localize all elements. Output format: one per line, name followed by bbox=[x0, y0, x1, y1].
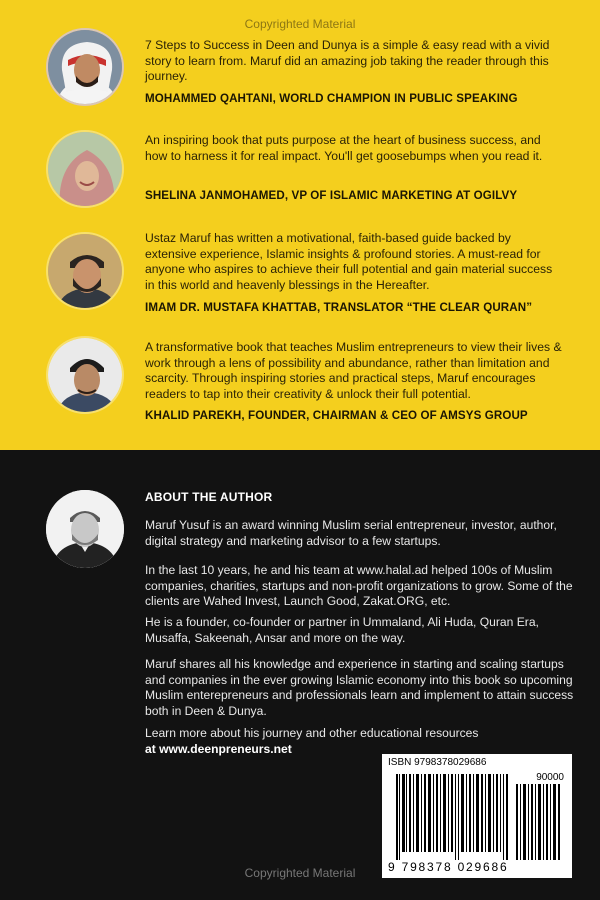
testimonial-quote: A transformative book that teaches Muslim entrepreneurs to view their lives & work through a lens of possibility and abundance, rather than limitation and scarcity. Through inspiring stories and practical steps, Maruf encourages readers to tap into their creativity & unlock their full potential. bbox=[145, 340, 562, 401]
learn-more-line: Learn more about his journey and other educational resources bbox=[145, 726, 479, 740]
isbn-barcode bbox=[382, 754, 572, 878]
testimonial-attribution: MOHAMMED QAHTANI, WORLD CHAMPION IN PUBLIC SPEAKING bbox=[145, 92, 518, 105]
reviewer-photo-qahtani bbox=[46, 28, 124, 106]
isbn-digits: 9 798378 029686 bbox=[388, 860, 509, 874]
author-photo bbox=[46, 490, 124, 568]
about-author-heading: ABOUT THE AUTHOR bbox=[145, 490, 273, 504]
watermark-bottom: Copyrighted Material bbox=[244, 866, 356, 880]
testimonial-quote: 7 Steps to Success in Deen and Dunya is a simple & easy read with a vivid story to learn from. Maruf did an amazing job taking the reader through this journey. bbox=[145, 38, 550, 84]
about-paragraph-4: Maruf shares all his knowledge and experience in starting and scaling startups and companies in the ever growing Islamic economy into this book so upcoming Muslim enterepreneurs and professionals learn and implement to attain success both in Deen & Dunya. bbox=[145, 657, 574, 718]
testimonial-attribution: SHELINA JANMOHAMED, VP OF ISLAMIC MARKETING AT OGILVY bbox=[145, 189, 518, 202]
about-paragraph-2: In the last 10 years, he and his team at www.halal.ad helped 100s of Muslim companies, charities, startups and non-profit organizations to grow. Some of the clients are Wahed Invest, Launch Good, Zakat.ORG, etc. bbox=[145, 563, 573, 608]
price-code: 90000 bbox=[536, 772, 564, 783]
testimonial-quote: An inspiring book that puts purpose at the heart of business success, and how to harness it for real impact. You'll get goosebumps when you read it. bbox=[145, 133, 543, 163]
reviewer-photo-khattab bbox=[46, 232, 124, 310]
website-link[interactable]: www.deenpreneurs.net bbox=[159, 741, 292, 756]
website-prefix: at bbox=[145, 741, 160, 756]
testimonial-quote: Ustaz Maruf has written a motivational, faith-based guide backed by extensive experience, Islamic insights & profound stories. A must-read for anyone who aspires to achieve their full potential and gain material success in this world and heavenly blessings in the Hereafter. bbox=[145, 231, 553, 292]
watermark-top: Copyrighted Material bbox=[244, 17, 356, 31]
testimonial-attribution: IMAM DR. MUSTAFA KHATTAB, TRANSLATOR “THE CLEAR QURAN” bbox=[145, 301, 533, 314]
learn-more-text bbox=[145, 726, 575, 757]
barcode-bars bbox=[396, 774, 562, 860]
reviewer-photo-parekh bbox=[46, 336, 124, 414]
isbn-label: ISBN 9798378029686 bbox=[388, 757, 487, 768]
reviewer-photo-janmohamed bbox=[46, 130, 124, 208]
about-paragraph-1: Maruf Yusuf is an award winning Muslim serial entrepreneur, investor, author, digital strategy and marketing advisor to a few startups. bbox=[145, 518, 557, 548]
about-paragraph-3: He is a founder, co-founder or partner in Ummaland, Ali Huda, Quran Era, Musaffa, Sakeenah, Ansar and more on the way. bbox=[145, 615, 539, 645]
testimonial-attribution: KHALID PAREKH, FOUNDER, CHAIRMAN & CEO OF AMSYS GROUP bbox=[145, 409, 528, 422]
